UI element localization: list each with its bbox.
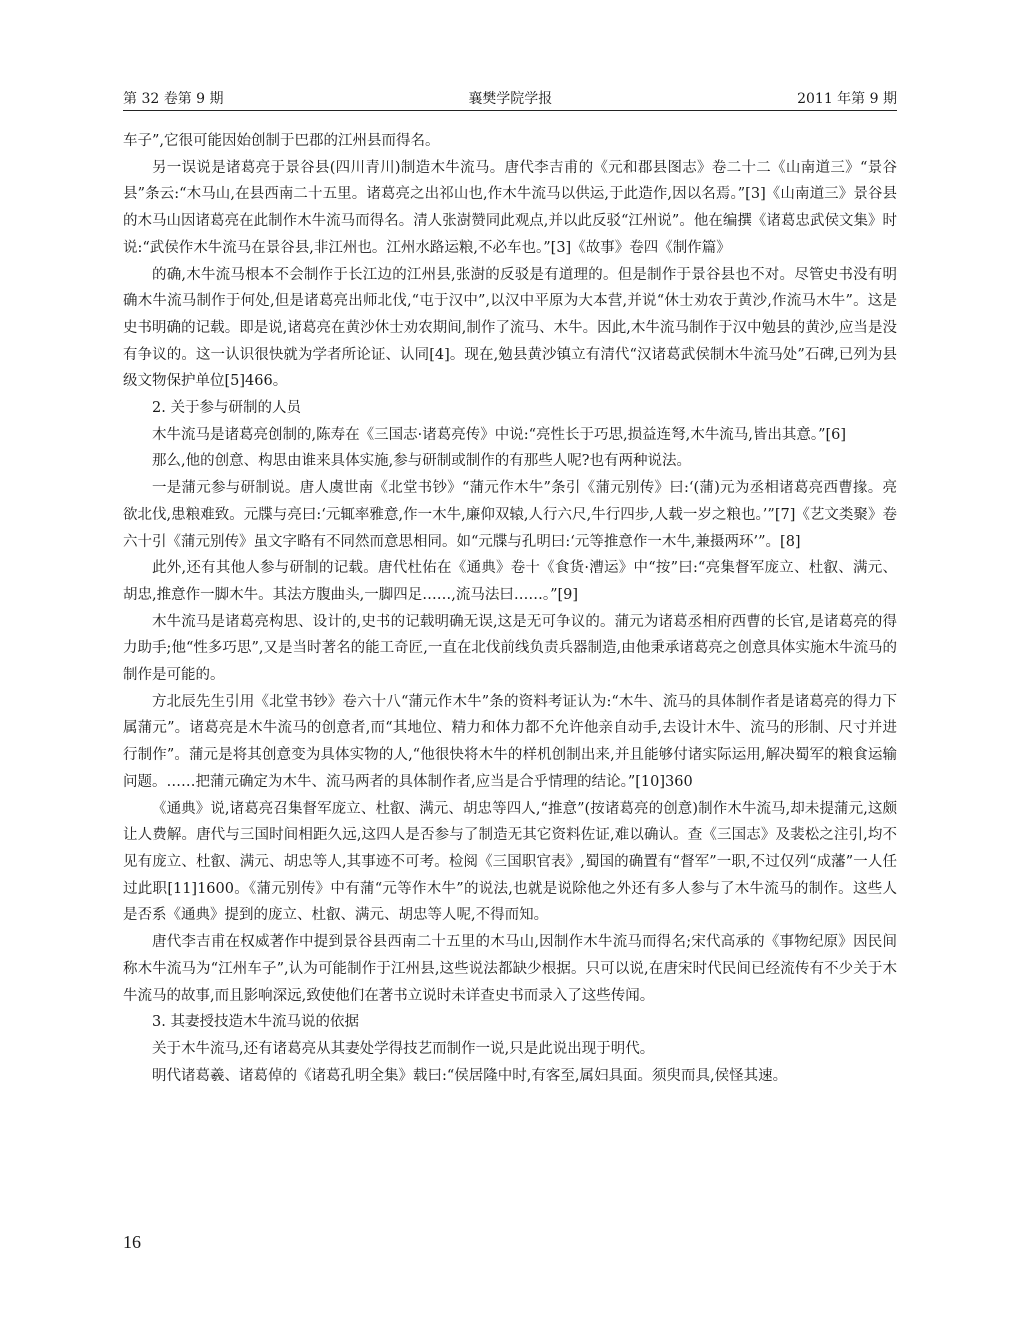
paragraph: 那么,他的创意、构思由谁来具体实施,参与研制或制作的有那些人呢?也有两种说法。 (152, 453, 691, 470)
paragraph: 此外,还有其他人参与研制的记载。唐代杜佑在《通典》卷十《食货·漕运》中“按”曰:“亮集督军庞立、杜叡、满元、胡忠,推意作一脚木牛。其法方腹曲头,一脚四足……,流马法曰……。”[9] (123, 560, 897, 603)
paragraph: 明代诸葛羲、诸葛倬的《诸葛孔明全集》载曰:“侯居隆中时,有客至,属妇具面。须臾而具,侯怪其速。 (152, 1067, 788, 1084)
page-number: 16 (123, 1232, 141, 1252)
paragraph: 《通典》说,诸葛亮召集督军庞立、杜叡、满元、胡忠等四人,“推意”(按诸葛亮的创意)制作木牛流马,却未提蒲元,这颇让人费解。唐代与三国时间相距久远,这四人是否参与了制造无其它资料佐证,难以确认。查《三国志》及裴松之注引,均不见有庞立、杜叡、满元、胡忠等人,其事迹不可考。检阅《三国职官表》,蜀国的确置有“督军”一职,不过仅列“成藩”一人任过此职[11]1600。《蒲元别传》中有蒲“元等作木牛”的说法,也就是说除他之外还有多人参与了木牛流马的制作。这些人是否系《通典》提到的庞立、杜叡、满元、胡忠等人呢,不得而知。 (123, 800, 897, 924)
paragraph: 木牛流马是诸葛亮构思、设计的,史书的记载明确无误,这是无可争议的。蒲元为诸葛丞相府西曹的长官,是诸葛亮的得力助手;他“性多巧思”,又是当时著名的能工奇匠,一直在北伐前线负责兵器制造,由他秉承诸葛亮之创意具体实施木牛流马的制作是可能的。 (123, 613, 897, 684)
paragraph: 的确,木牛流马根本不会制作于长江边的江州县,张澍的反驳是有道理的。但是制作于景谷县也不对。尽管史书没有明确木牛流马制作于何处,但是诸葛亮出师北伐,“屯于汉中”,以汉中平原为大本营,并说“休士劝农于黄沙,作流马木牛”。这是史书明确的记载。即是说,诸葛亮在黄沙休士劝农期间,制作了流马、木牛。因此,木牛流马制作于汉中勉县的黄沙,应当是没有争议的。这一认识很快就为学者所论证、认同[4]。现在,勉县黄沙镇立有清代“汉诸葛武侯制木牛流马处”石碑,已列为县级文物保护单位[5]466。 (123, 266, 897, 390)
section-heading: 2. 关于参与研制的人员 (152, 400, 301, 417)
paragraph: 木牛流马是诸葛亮创制的,陈寿在《三国志·诸葛亮传》中说:“亮性长于巧思,损益连弩,木牛流马,皆出其意。”[6] (152, 426, 847, 443)
header-rule (123, 110, 897, 111)
paragraph: 关于木牛流马,还有诸葛亮从其妻处学得技艺而制作一说,只是此说出现于明代。 (152, 1040, 655, 1057)
header-year-issue: 2011 年第 9 期 (797, 91, 897, 107)
paragraph: 车子”,它很可能因始创制于巴郡的江州县而得名。 (123, 133, 440, 149)
header-volume: 第 32 卷第 9 期 (123, 91, 224, 107)
paragraph: 唐代李吉甫在权威著作中提到景谷县西南二十五里的木马山,因制作木牛流马而得名;宋代高承的《事物纪原》因民间称木牛流马为“江州车子”,认为可能制作于江州县,这些说法都缺少根据。只可以说,在唐宋时代民间已经流传有不少关于木牛流马的故事,而且影响深远,致使他们在著书立说时未详查史书而录入了这些传闻。 (123, 934, 897, 1004)
section-heading: 3. 其妻授技造木牛流马说的依据 (152, 1014, 359, 1031)
header-journal-title: 襄樊学院学报 (468, 91, 553, 107)
article-body (123, 128, 897, 1089)
paragraph: 另一误说是诸葛亮于景谷县(四川青川)制造木牛流马。唐代李吉甫的《元和郡县图志》卷二十二《山南道三》“景谷县”条云:“木马山,在县西南二十五里。诸葛亮之出祁山也,作木牛流马以供运,于此造作,因以名焉。”[3]《山南道三》景谷县的木马山因诸葛亮在此制作木牛流马而得名。清人张澍赞同此观点,并以此反驳“江州说”。他在编撰《诸葛忠武侯文集》时说:“武侯作木牛流马在景谷县,非江州也。江州水路运粮,不必车也。”[3]《故事》卷四《制作篇》 (123, 159, 897, 256)
paragraph: 一是蒲元参与研制说。唐人虞世南《北堂书钞》“蒲元作木牛”条引《蒲元别传》曰:‘(蒲)元为丞相诸葛亮西曹掾。亮欲北伐,患粮难致。元牒与亮曰:‘元辄率雅意,作一木牛,廉仰双辕,人行六尺,牛行四步,人载一岁之粮也。’”[7]《艺文类聚》卷六十引《蒲元别传》虽文字略有不同然而意思相同。如“元牒与孔明曰:‘元等推意作一木牛,兼摄两环’”。[8] (123, 480, 897, 550)
paragraph: 方北辰先生引用《北堂书钞》卷六十八“蒲元作木牛”条的资料考证认为:“木牛、流马的具体制作者是诸葛亮的得力下属蒲元”。诸葛亮是木牛流马的创意者,而“其地位、精力和体力都不允许他亲自动手,去设计木牛、流马的形制、尺寸并进行制作”。蒲元是将其创意变为具体实物的人,“他很快将木牛的样机创制出来,并且能够付诸实际运用,解决蜀军的粮食运输问题。……把蒲元确定为木牛、流马两者的具体制作者,应当是合乎情理的结论。”[10]360 (123, 693, 897, 790)
running-header (123, 86, 897, 108)
